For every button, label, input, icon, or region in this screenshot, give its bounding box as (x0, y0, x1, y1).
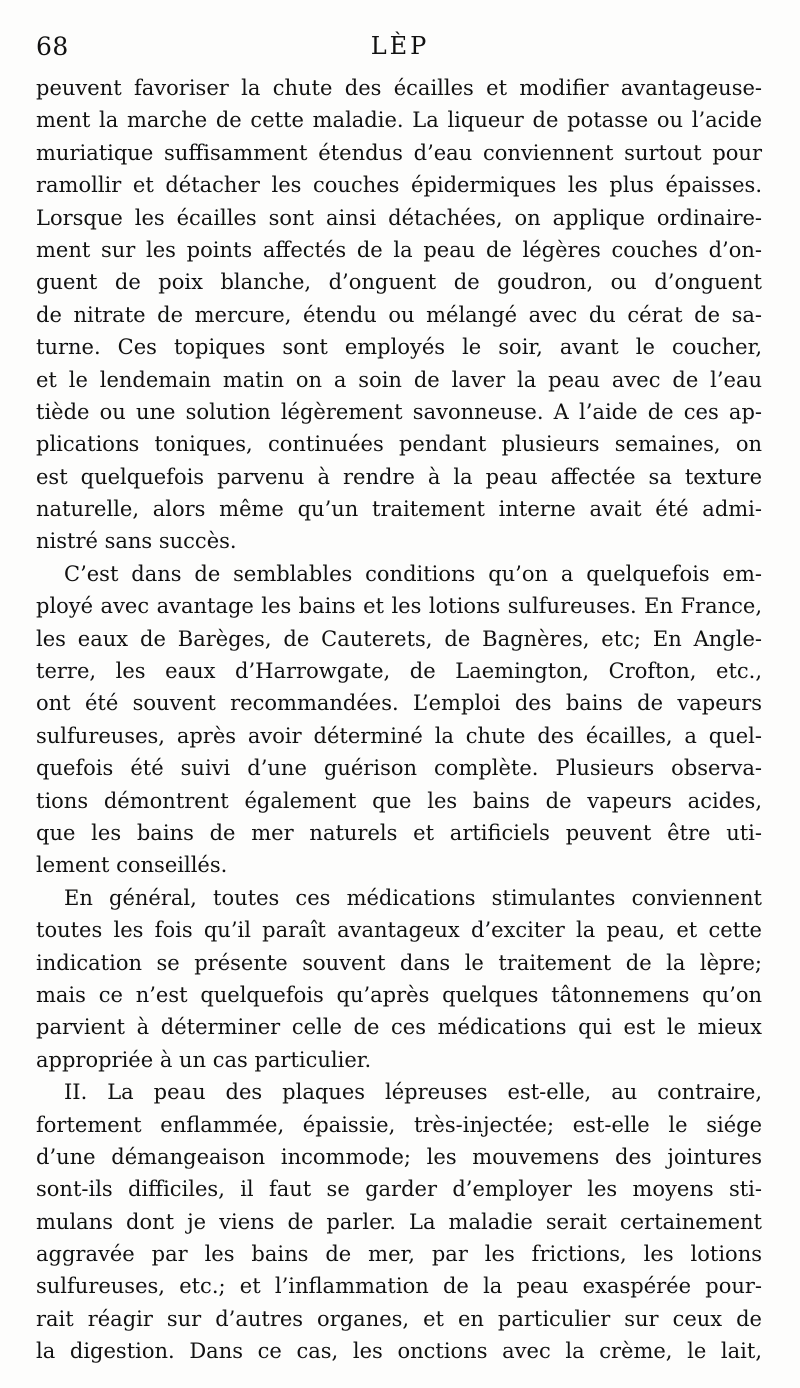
text-line: nistré sans succès. (36, 529, 237, 554)
text-line: indication se présente souvent dans le traitement de la lèpre; (36, 950, 762, 975)
text-line: lement conseillés. (36, 853, 228, 878)
text-line: muriatique suffisamment étendus d’eau conviennent surtout pour (36, 140, 762, 165)
paragraph (36, 882, 762, 1076)
text-line: terre, les eaux d’Harrowgate, de Laemington, Crofton, etc., (36, 659, 762, 684)
text-line: ramollir et détacher les couches épidermiques les plus épaisses. (36, 173, 762, 198)
text-line: tiède ou une solution légèrement savonneuse. A l’aide de ces ap- (36, 399, 762, 424)
text-line: ment sur les points affectés de la peau de légères couches d’on- (36, 237, 762, 262)
text-line: peuvent favoriser la chute des écailles et modifier avantageuse- (36, 76, 762, 100)
text-line: rait réagir sur d’autres organes, et en particulier sur ceux de (36, 1306, 762, 1331)
text-line: est quelquefois parvenu à rendre à la peau affectée sa texture (36, 464, 762, 489)
text-line: quefois été suivi d’une guérison complète. Plusieurs observa- (36, 756, 762, 781)
text-line: tions démontrent également que les bains de vapeurs acides, (36, 788, 762, 813)
text-line: ont été souvent recommandées. L’emploi des bains de vapeurs (36, 691, 762, 716)
text-line: naturelle, alors même qu’un traitement interne avait été admi- (36, 497, 762, 522)
text-line: mulans dont je viens de parler. La maladie serait certainement (36, 1209, 762, 1234)
text-line: Lorsque les écailles sont ainsi détachées, on applique ordinaire- (36, 205, 762, 230)
text-line: sont-ils difficiles, il faut se garder d’employer les moyens sti- (36, 1177, 762, 1202)
running-head: LÈP (370, 32, 430, 60)
text-line: sulfureuses, après avoir déterminé la chute des écailles, a quel- (36, 723, 762, 748)
text-line: toutes les fois qu’il paraît avantageux d’exciter la peau, et cette (36, 918, 762, 943)
text-line: les eaux de Barèges, de Cauterets, de Bagnères, etc; En Angle- (36, 626, 762, 651)
text-line: fortement enflammée, épaissie, très-injectée; est-elle le siége (36, 1112, 762, 1137)
page-number: 68 (36, 32, 69, 61)
body-text (36, 72, 762, 1368)
text-line: turne. Ces topiques sont employés le soir, avant le coucher, (36, 335, 762, 360)
page-header (36, 30, 764, 70)
paragraph (36, 558, 762, 882)
text-line: appropriée à un cas particulier. (36, 1047, 372, 1072)
text-line: que les bains de mer naturels et artificiels peuvent être uti- (36, 820, 762, 845)
text-line: aggravée par les bains de mer, par les frictions, les lotions (36, 1242, 762, 1267)
text-line: guent de poix blanche, d’onguent de goudron, ou d’onguent (36, 270, 762, 295)
text-line: plications toniques, continuées pendant plusieurs semaines, on (36, 432, 762, 457)
text-line: parvient à déterminer celle de ces médications qui est le mieux (36, 1015, 762, 1040)
text-line: ment la marche de cette maladie. La liqueur de potasse ou l’acide (36, 108, 762, 133)
text-line: d’une démangeaison incommode; les mouvemens des jointures (36, 1144, 762, 1169)
text-line: de nitrate de mercure, étendu ou mélangé avec du cérat de sa- (36, 302, 762, 327)
text-line: II. La peau des plaques lépreuses est-elle, au contraire, (64, 1080, 762, 1105)
text-line: mais ce n’est quelquefois qu’après quelques tâtonnemens qu’on (36, 982, 762, 1007)
paragraph (36, 72, 762, 558)
text-line: et le lendemain matin on a soin de laver la peau avec de l’eau (36, 367, 762, 392)
text-line: En général, toutes ces médications stimulantes conviennent (64, 885, 762, 910)
text-line: ployé avec avantage les bains et les lotions sulfureuses. En France, (36, 594, 762, 619)
text-line: la digestion. Dans ce cas, les onctions avec la crème, le lait, (36, 1339, 762, 1364)
text-line: C’est dans de semblables conditions qu’on a quelquefois em- (64, 561, 762, 586)
paragraph (36, 1076, 762, 1368)
text-line: sulfureuses, etc.; et l’inflammation de la peau exaspérée pour- (36, 1274, 762, 1299)
